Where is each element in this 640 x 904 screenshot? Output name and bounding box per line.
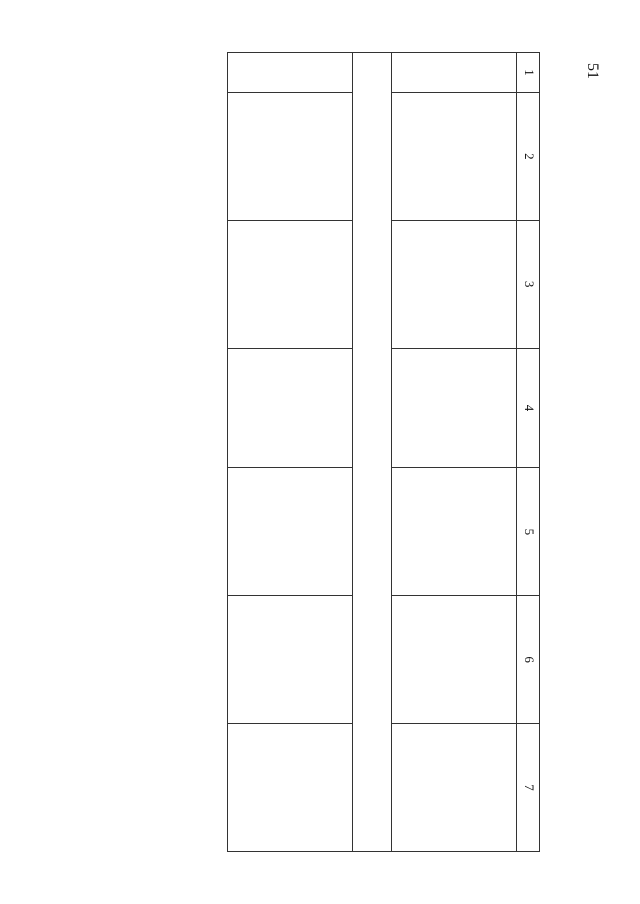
table-cell bbox=[392, 348, 517, 468]
table-row bbox=[228, 53, 353, 852]
table-cell bbox=[228, 596, 353, 724]
column-number: 5 bbox=[517, 468, 540, 596]
rotated-table-area bbox=[110, 52, 540, 852]
table-cell bbox=[392, 468, 517, 596]
table-cell bbox=[228, 220, 353, 348]
table-cell bbox=[392, 724, 517, 852]
column-number: 7 bbox=[517, 724, 540, 852]
table-cell bbox=[228, 724, 353, 852]
document-page bbox=[110, 52, 540, 852]
column-number: 6 bbox=[517, 596, 540, 724]
section-heading-row bbox=[353, 53, 392, 852]
column-number: 4 bbox=[517, 348, 540, 468]
services-table bbox=[227, 52, 540, 852]
page-number: 51 bbox=[584, 63, 601, 79]
table-cell bbox=[392, 92, 517, 220]
section-heading bbox=[353, 53, 392, 852]
table-cell bbox=[228, 92, 353, 220]
column-number: 2 bbox=[517, 92, 540, 220]
table-cell bbox=[228, 348, 353, 468]
table-row bbox=[392, 53, 517, 852]
table-cell bbox=[228, 468, 353, 596]
table-cell bbox=[392, 596, 517, 724]
table-cell bbox=[392, 220, 517, 348]
table-cell bbox=[228, 53, 353, 93]
table-cell bbox=[392, 53, 517, 93]
column-number: 1 bbox=[517, 53, 540, 93]
column-number: 3 bbox=[517, 220, 540, 348]
table-header-row bbox=[517, 53, 540, 852]
